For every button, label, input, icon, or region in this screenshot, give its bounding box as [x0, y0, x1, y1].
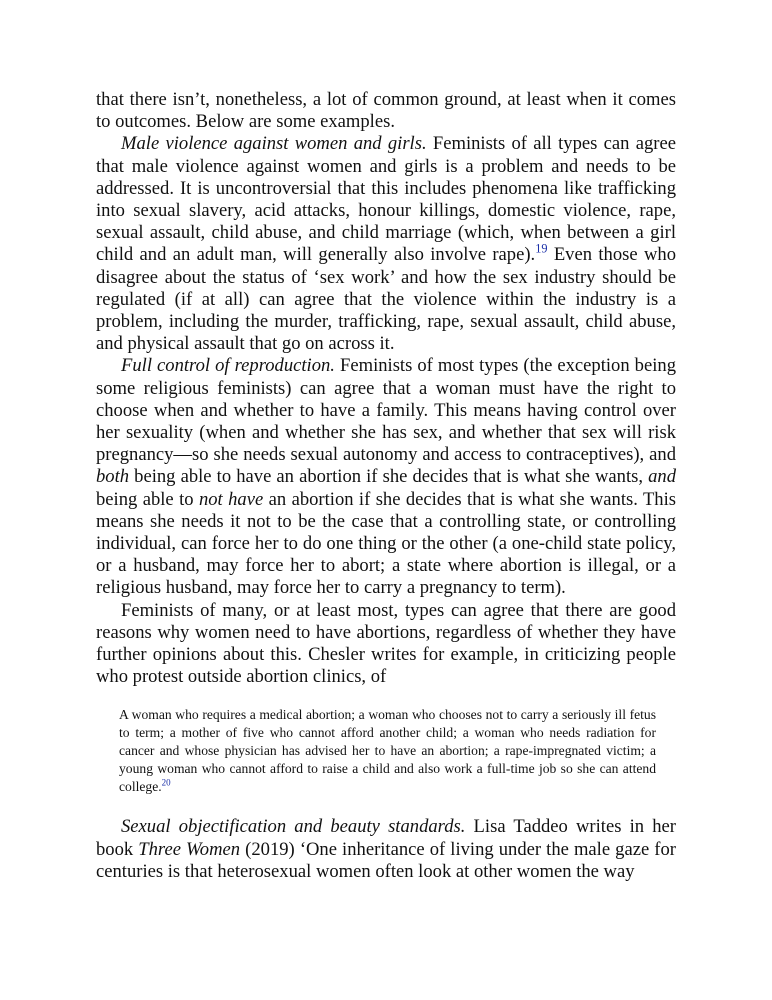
quote-text: A woman who requires a medical abortion; a woman who chooses not to carry a seriously ill fetus to term; a mother of five who cannot afford another child; a woman who needs radiation for cancer and whose physician has advised her to have an abortion; a rape-impregnated victim; a young woman who cannot afford to raise a child and also work a full-time job so she can attend college. — [119, 707, 656, 795]
body-text — [96, 89, 676, 883]
paragraph-reproduction — [96, 355, 676, 599]
section-heading-objectification: Sexual objectification and beauty standards. — [121, 816, 466, 838]
footnote-ref-20[interactable]: 20 — [161, 778, 171, 789]
paragraph-text: (2019) ‘One inheritance of living under the male gaze for centuries is that heterosexual women often look at other women the way — [96, 838, 676, 882]
paragraph-abortion-reasons — [96, 600, 676, 689]
paragraph-text: Feminists of all types can agree that male violence against women and girls is a problem and needs to be addressed. It is uncontroversial that this includes phenomena like trafficking into sexual slavery, acid attacks, honour killings, domestic violence, rape, sexual assault, child abuse, and child marriage (which, when between a girl child and an adult man, will generally also involve rape). — [96, 133, 676, 266]
paragraph-text: being able to — [96, 488, 199, 510]
emphasis-both: both — [96, 466, 130, 488]
block-quote — [119, 706, 656, 796]
paragraph-text: Feminists of many, or at least most, types can agree that there are good reasons why women need to have abortions, regardless of whether they have further opinions about this. Chesler writes for example, in criticizing people who protest outside abortion clinics, of — [96, 599, 676, 688]
section-heading-male-violence: Male violence against women and girls. — [121, 133, 427, 155]
paragraph-text: Even those who disagree about the status of ‘sex work’ and how the sex industry should be regulated (if at all) can agree that the violence within the industry is a problem, including the murder, trafficking, rape, sexual assault, child abuse, and physical assault that go on across it. — [96, 244, 676, 355]
paragraph-male-violence — [96, 133, 676, 355]
paragraph-text: Feminists of most types (the exception being some religious feminists) can agree that a woman must have the right to choose when and whether to have a family. This means having control over her sexuality (when and whether she has sex, and whether that sex will risk pregnancy—so she needs sexual autonomy and access to contraceptives), and — [96, 355, 676, 466]
section-heading-reproduction: Full control of reproduction. — [121, 355, 335, 377]
paragraph-objectification — [96, 816, 676, 883]
paragraph-continuation — [96, 89, 676, 133]
emphasis-and: and — [648, 466, 676, 488]
book-title-three-women: Three Women — [138, 838, 241, 860]
footnote-ref-19[interactable]: 19 — [535, 242, 548, 257]
paragraph-text: an abortion if she decides that is what she wants. This means she needs it not to be the case that a controlling state, or controlling individual, can force her to do one thing or the other (a one-child state policy, or a husband, may force her to abort; a state where abortion is illegal, or a religious husband, may force her to carry a pregnancy to term). — [96, 488, 676, 599]
paragraph-text: that there isn’t, nonetheless, a lot of common ground, at least when it comes to outcomes. Below are some examples. — [96, 89, 676, 133]
paragraph-text: Lisa Taddeo writes in her book — [96, 816, 676, 860]
emphasis-not-have: not have — [198, 488, 264, 510]
paragraph-text: being able to have an abortion if she decides that is what she wants, — [129, 466, 649, 488]
